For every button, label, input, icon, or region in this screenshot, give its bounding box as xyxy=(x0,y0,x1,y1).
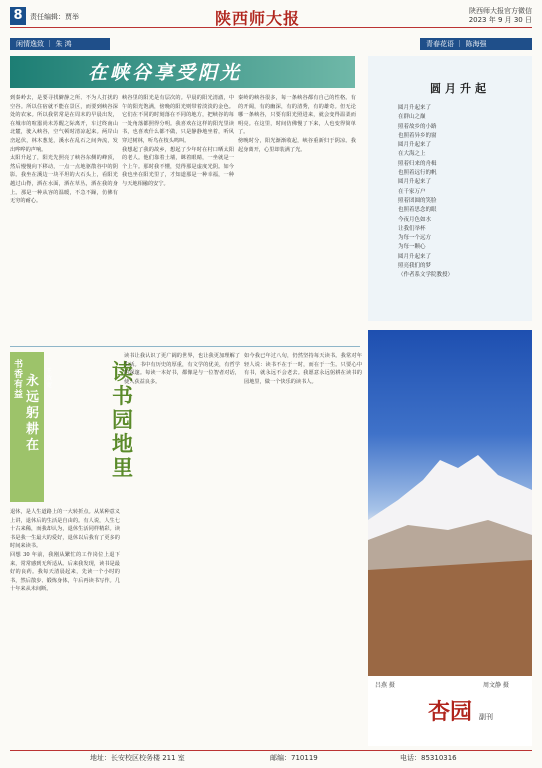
publisher: 陕西师大报官方微信 xyxy=(469,7,532,15)
section-label: 书香有益 xyxy=(14,360,24,400)
page-number: 8 xyxy=(10,7,26,25)
poem-line: 也照着远行的帆 xyxy=(398,170,437,177)
poem-line: 在千家万户 xyxy=(398,188,426,195)
paragraph: 秦岭的峡谷很多，每一条峡谷都有自己的性格。有的开阔，有的幽深，有的清秀，有的雄奇。但无论哪一条峡谷，只要有阳光照进来，就会变得温柔而明亮。在这里，时间仿佛慢了下来，人也变得简单了。 xyxy=(238,95,356,136)
article-author: 王效宽 xyxy=(46,368,53,389)
poem-line: 圆月升起来了 xyxy=(398,105,432,111)
poem-line: 也照着思念的眼 xyxy=(398,207,437,214)
article-column-3 xyxy=(238,94,356,344)
article-title-banner xyxy=(10,56,355,88)
article-column-2 xyxy=(122,94,234,344)
paragraph: 读书让我认识了更广阔的世界，也让我更加理解了生活。书中有历史的厚重，有文学的优美，有哲学的深邃。每读一本好书，都像是与一位智者对话，使人获益良多。 xyxy=(124,353,240,385)
paragraph: 太阳升起了，阳光先照亮了峡谷东侧的峰顶，然后慢慢向下移动，一点一点地驱散谷中的阴影。我坐在溪边一块平坦的大石头上，看阳光越过山脊，洒在水面，洒在草丛，洒在我的身上。那是一种从容的温暖，不急不躁，仿佛有无穷的耐心。 xyxy=(10,155,118,205)
article-title: 在峡谷享受阳光 xyxy=(88,62,243,84)
mountain-graphic xyxy=(368,330,532,676)
paragraph: 到秦岭去，是要寻找僻静之所、不为人打扰的空谷。所以住宿就不能在景区，而要到峡谷深处的农家。所以我常常是在周末的早晨出发，在城市的喧嚣尚未苏醒之际离开，车过终南山北麓，驶入峡谷，空气顿时清凉起来。两岸山峦起伏，林木葱茏，溪水在乱石之间奔流，发出哗哗的声响。 xyxy=(10,95,118,153)
issue-date: 2023 年 9 月 30 日 xyxy=(468,16,532,24)
column-head-right: 青春花语 ｜ 陈海强 xyxy=(420,38,532,50)
poem-line: 让我们举杯 xyxy=(398,225,426,232)
poem-line: 为每一颗心 xyxy=(398,244,426,251)
poem-line: 也照着异乡的窗 xyxy=(398,132,437,139)
poem-line: 照着故乡的小路 xyxy=(398,123,437,130)
page-header xyxy=(10,6,532,28)
poem-title: 圆月升起 xyxy=(430,82,490,95)
photo-credit-right: 周文静 摄 xyxy=(483,682,509,689)
paragraph: 回想 30 年前，我刚从繁忙的工作岗位上退下来，常常感到无所适从。后来我发现，读书是最好的良药。我每天清晨起来，先读一个小时的书，然后散步、锻炼身体，午后再读书写作。几十年来从未间断。 xyxy=(10,551,120,593)
page-footer xyxy=(10,750,532,764)
article-title-part-1: 永远躬耕在 xyxy=(26,374,40,453)
poem-line: 圆月升起来了 xyxy=(398,142,432,149)
poem-line: 圆月升起来了 xyxy=(398,179,432,186)
footer-address: 地址：长安校区校务楼 211 室 xyxy=(90,754,185,762)
editor-credit: 责任编辑：贾举 xyxy=(30,13,79,21)
poem-line: 圆月升起来了 xyxy=(398,253,432,260)
footer-postcode: 邮编：710119 xyxy=(270,754,318,762)
supplement-label: 副刊 xyxy=(479,713,493,721)
poem-line: 今夜月色如水 xyxy=(398,216,432,223)
footer-phone: 电话：85310316 xyxy=(400,754,457,762)
paragraph: 我想起了我的故乡，想起了少年时在村口晒太阳的老人。他们靠着土墙，眯着眼睛，一坐就是一个上午。那时我不懂，觉得那是虚度光阴。如今我也坐在阳光里了，才知道那是一种幸福，一种与天地相融的安宁。 xyxy=(122,146,234,187)
paragraph: 傍晚时分，阳光渐渐收起，峡谷重新归于阴凉。我起身离开，心里却装满了光。 xyxy=(238,137,356,153)
paragraph: 峡谷里的阳光是有层次的。早晨的阳光清澈，中午的阳光饱满，傍晚的阳光则带着淡淡的金色。它们在不同的时刻落在不同的地方，把峡谷的每一处角落都照得分明。我喜欢在这样的阳光里读书，也喜欢什么都不做，只是静静地坐着，听风穿过树林，听鸟在枝头鸣叫。 xyxy=(122,95,234,144)
article2-column-3 xyxy=(244,352,362,746)
poem-line: 在群山之巅 xyxy=(398,114,426,121)
poem-body xyxy=(398,104,453,281)
poem-line: 照亮我们的梦 xyxy=(398,263,432,270)
poem-line: 照着归来的舟楫 xyxy=(398,160,437,167)
article-column-1 xyxy=(10,94,118,344)
newspaper-title: 陕西师大报 xyxy=(215,9,301,28)
column-head-left: 闲情逸致 ｜ 朱 鸿 xyxy=(10,38,110,50)
photo-credit-left: 吕燕 摄 xyxy=(375,682,395,689)
paragraph: 如今我已年过八旬，仍然坚持每天读书。我常对年轻人说：读书不在于一时，而在于一生。只要心中有书，就永远不会老去。我愿意永远躬耕在读书的园地里，做一个快乐的读书人。 xyxy=(244,353,362,385)
article2-column-1 xyxy=(10,508,120,746)
paragraph: 退休，是人生道路上的一大转折点。从某种意义上讲，退休后的生活是自由的。有人说，人生七十古来稀，而我却认为，退休生活同样精彩。读书是我一生最大的爱好，退休以后我有了更多的时间来读书。 xyxy=(10,509,120,550)
poem-line: 为每一个远方 xyxy=(398,235,432,242)
poem-line: 在大海之上 xyxy=(398,151,426,158)
poem-author: （作者系文学院教授） xyxy=(398,272,454,279)
landscape-photo xyxy=(368,330,532,676)
publication-info xyxy=(469,7,532,25)
section-divider xyxy=(10,346,360,347)
poem-line: 照着团圆的笑脸 xyxy=(398,197,437,204)
supplement-name: 杏园 xyxy=(428,699,473,725)
article2-column-2 xyxy=(124,352,240,746)
article-title-part-2: 读书园地里 xyxy=(112,359,133,480)
